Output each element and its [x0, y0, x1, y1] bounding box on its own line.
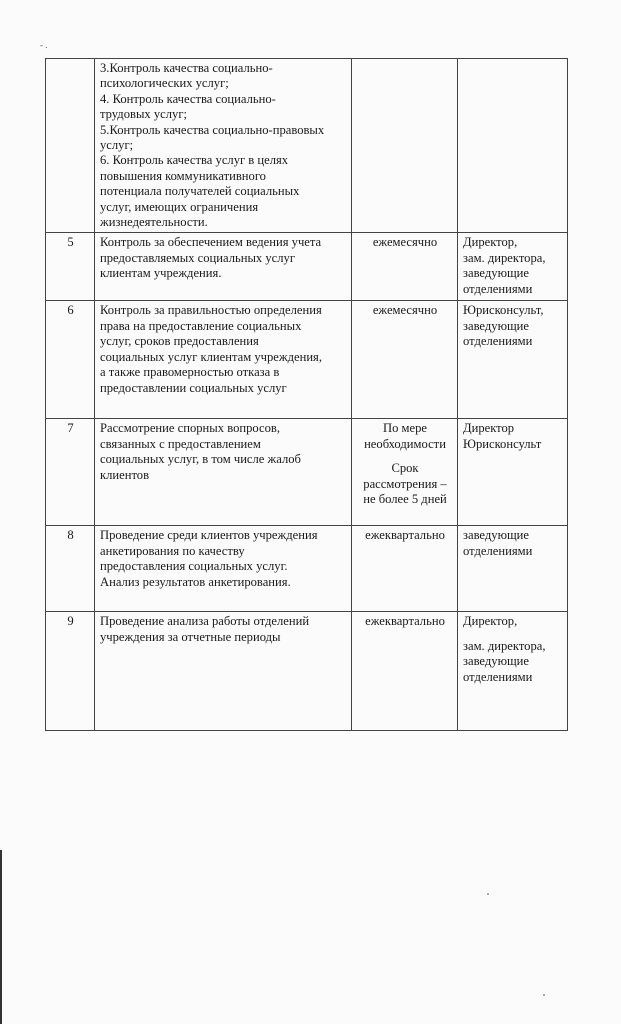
- responsible-line: заведующие: [463, 318, 530, 333]
- responsible-line: Директор,: [463, 235, 518, 250]
- activity-cell: [95, 59, 352, 233]
- period-line: Срок: [391, 461, 419, 476]
- period-line: не более 5 дней: [363, 492, 447, 507]
- table-row: [46, 526, 568, 612]
- activity-line: 3.Контроль качества социально-: [100, 61, 273, 75]
- period-line: ежеквартально: [365, 528, 445, 543]
- row-number: 8: [46, 526, 95, 612]
- activity-line: Контроль за обеспечением ведения учета: [100, 235, 322, 250]
- responsible-line: Директор,: [463, 614, 518, 629]
- responsible-line: зам. директора,: [463, 250, 546, 265]
- period-cell: [352, 233, 458, 301]
- responsible-line: заведующие: [463, 654, 530, 669]
- table-row: [46, 612, 568, 731]
- responsible-line: зам. директора,: [463, 638, 546, 653]
- scan-edge-line: [0, 850, 2, 1024]
- activity-line: клиентам учреждения.: [100, 266, 222, 281]
- activity-line: клиентов: [100, 467, 150, 482]
- activity-line: услуг, сроков предоставления: [100, 334, 259, 349]
- responsible-line: Директор: [463, 421, 515, 436]
- table-row: [46, 233, 568, 301]
- activity-line: социальных услуг клиентам учреждения,: [100, 349, 322, 364]
- activity-cell: [95, 526, 352, 612]
- activity-line: психологических услуг;: [100, 76, 229, 91]
- row-number: 5: [46, 233, 95, 301]
- activity-line: повышения коммуникативного: [100, 168, 266, 183]
- activity-line: предоставляемых социальных услуг: [100, 250, 296, 265]
- activity-line: Контроль за правильностью определения: [100, 303, 322, 318]
- responsible-cell: [458, 301, 568, 419]
- responsible-cell: [458, 612, 568, 731]
- responsible-line: заведующие: [463, 528, 530, 543]
- responsible-cell: [458, 419, 568, 526]
- responsible-cell: [458, 233, 568, 301]
- period-line: По мере: [383, 421, 427, 436]
- period-line: ежемесячно: [372, 235, 438, 250]
- table-row: [46, 419, 568, 526]
- responsible-line: отделениями: [463, 543, 533, 558]
- period-cell: [352, 419, 458, 526]
- responsible-cell: [458, 526, 568, 612]
- period-line: ежеквартально: [365, 614, 445, 629]
- activity-cell: [95, 612, 352, 731]
- activity-line: Рассмотрение спорных вопросов,: [100, 421, 280, 436]
- page-corner-mark: - .: [40, 40, 48, 50]
- period-cell: [352, 59, 458, 233]
- activity-line: 6. Контроль качества услуг в целях: [100, 153, 289, 168]
- activity-cell: [95, 233, 352, 301]
- activity-line: а также правомерностью отказа в: [100, 365, 280, 380]
- control-plan-table: [45, 58, 568, 731]
- row-number: 7: [46, 419, 95, 526]
- activity-cell: [95, 301, 352, 419]
- activity-line: услуг;: [100, 138, 134, 153]
- activity-line: 4. Контроль качества социально-: [100, 91, 276, 106]
- activity-line: услуг, имеющих ограничения: [100, 199, 259, 214]
- table-row: [46, 59, 568, 233]
- activity-line: учреждения за отчетные периоды: [100, 629, 281, 644]
- responsible-line: отделениями: [463, 281, 533, 296]
- activity-line: предоставления социальных услуг.: [100, 559, 288, 574]
- responsible-cell: [458, 59, 568, 233]
- activity-line: анкетирования по качеству: [100, 543, 245, 558]
- period-line: ежемесячно: [372, 303, 438, 318]
- table-row: [46, 301, 568, 419]
- period-cell: [352, 301, 458, 419]
- row-number: 9: [46, 612, 95, 731]
- responsible-line: отделениями: [463, 334, 533, 349]
- activity-line: 5.Контроль качества социально-правовых: [100, 122, 325, 137]
- responsible-line: Юрисконсульт: [463, 436, 542, 451]
- period-line: необходимости: [364, 436, 446, 451]
- activity-line: права на предоставление социальных: [100, 318, 302, 333]
- period-line: рассмотрения –: [363, 476, 447, 491]
- activity-line: Проведение среди клиентов учреждения: [100, 528, 318, 543]
- activity-line: Проведение анализа работы отделений: [100, 614, 310, 629]
- responsible-line: отделениями: [463, 669, 533, 684]
- row-number: [46, 59, 95, 233]
- activity-line: предоставлении социальных услуг: [100, 380, 287, 395]
- responsible-line: Юрисконсульт,: [463, 303, 544, 318]
- activity-cell: [95, 419, 352, 526]
- period-cell: [352, 526, 458, 612]
- activity-line: трудовых услуг;: [100, 107, 187, 122]
- scan-speck: [543, 994, 545, 996]
- period-cell: [352, 612, 458, 731]
- scan-speck: [487, 893, 489, 895]
- activity-line: связанных с предоставлением: [100, 436, 261, 451]
- activity-line: потенциала получателей социальных: [100, 184, 300, 199]
- activity-line: жизнедеятельности.: [100, 215, 208, 230]
- row-number: 6: [46, 301, 95, 419]
- activity-line: Анализ результатов анкетирования.: [100, 574, 291, 589]
- responsible-line: заведующие: [463, 266, 530, 281]
- activity-line: социальных услуг, в том числе жалоб: [100, 452, 301, 467]
